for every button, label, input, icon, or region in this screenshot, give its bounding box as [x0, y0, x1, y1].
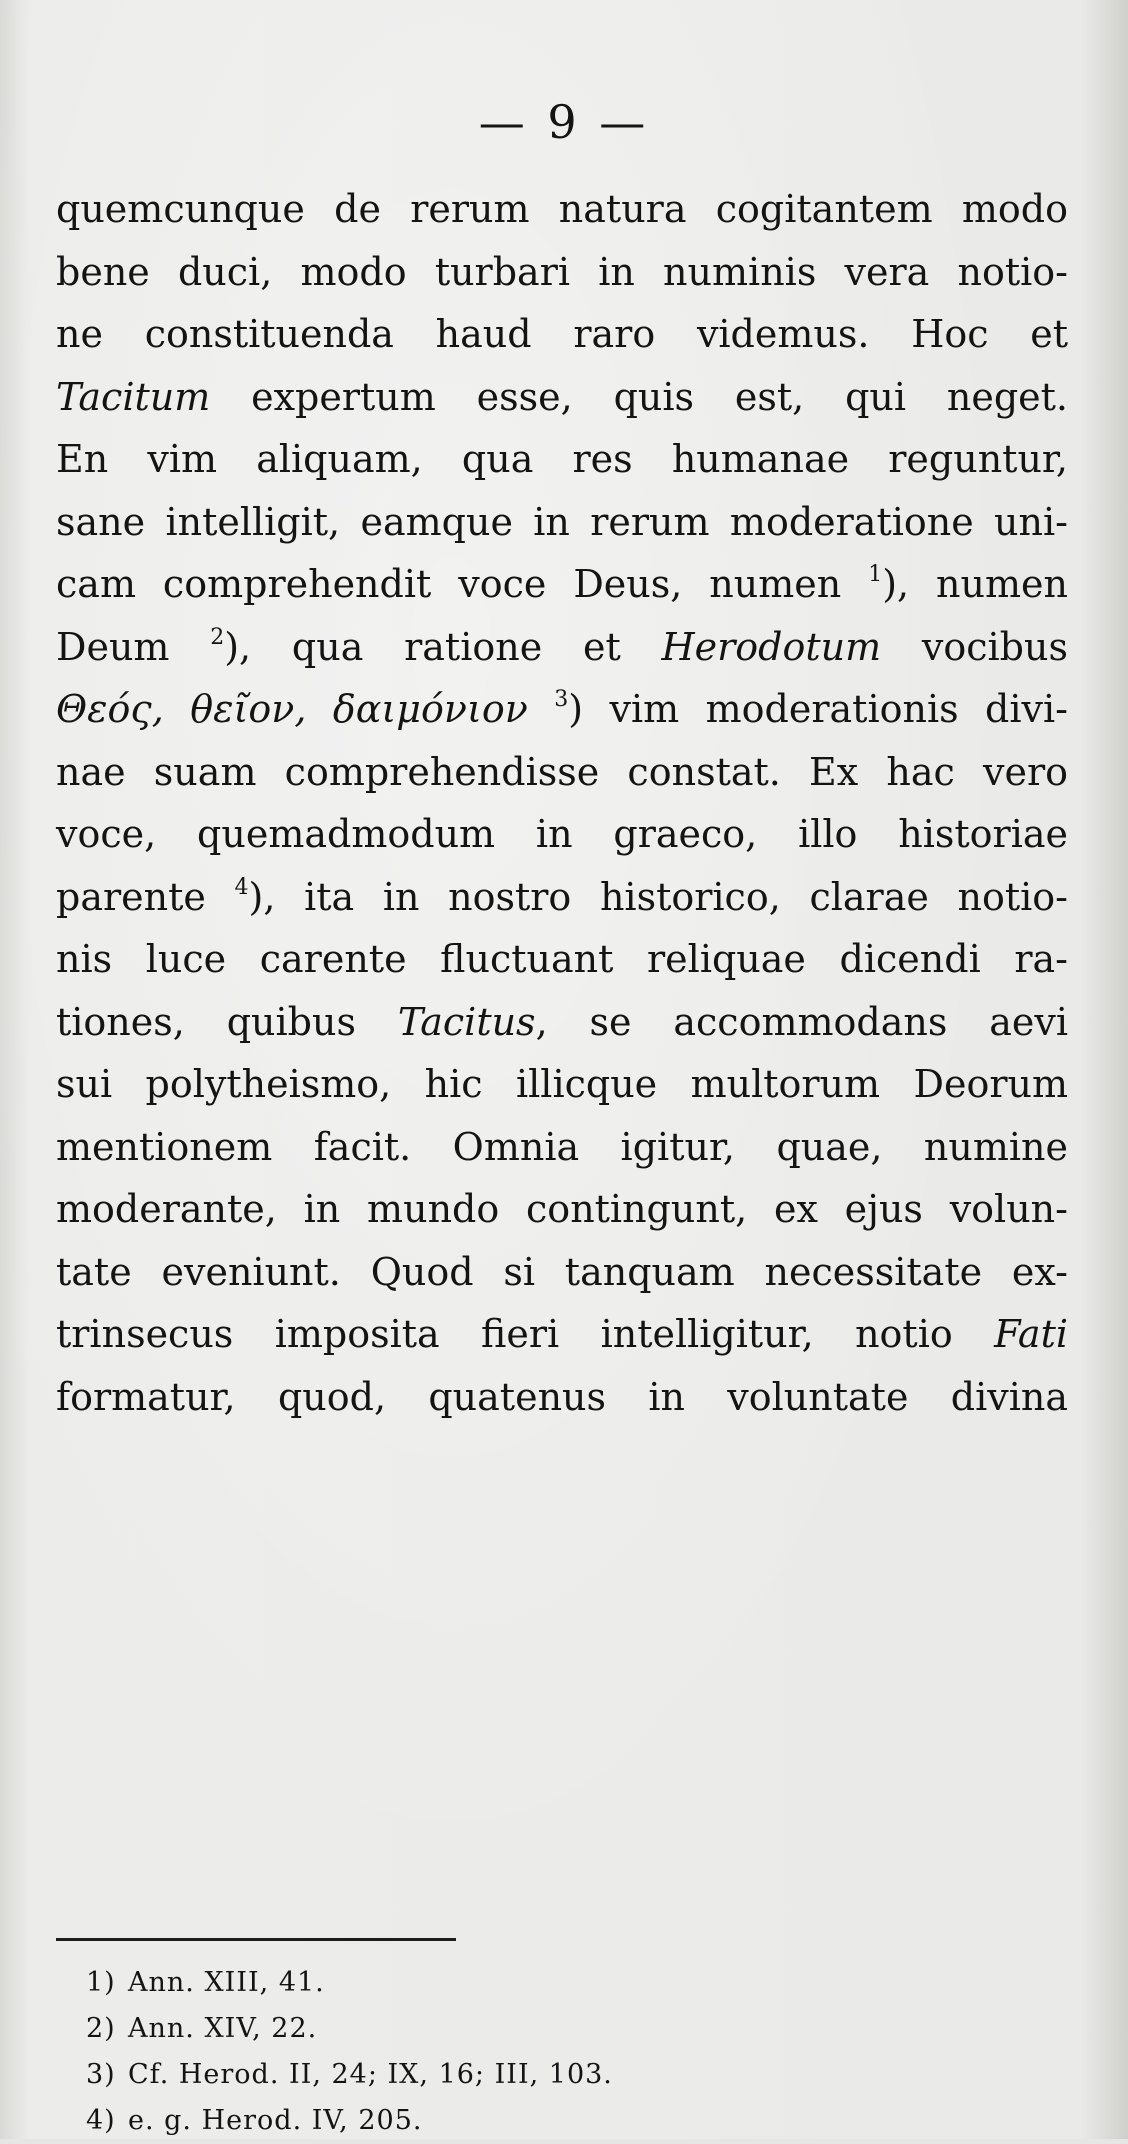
- italic-name: Tacitus: [397, 999, 536, 1044]
- text-line: formatur, quod, quatenus in voluntate divina: [56, 1374, 1068, 1419]
- footnote-number: 4): [86, 2105, 116, 2136]
- footnote-text: Ann. XIII, 41.: [128, 1967, 325, 1998]
- text-line: [56, 991, 1068, 1054]
- text-segment: tiones, quibus: [56, 999, 398, 1044]
- body-text: [56, 178, 1068, 1428]
- footnote-text: Cf. Herod. II, 24; IX, 16; III, 103.: [128, 2059, 613, 2090]
- text-line: [56, 866, 1068, 929]
- italic-name: Herodotum: [661, 624, 882, 669]
- text-segment: vocibus: [881, 624, 1068, 669]
- text-line: sui polytheismo, hic illicque multorum Deorum: [56, 1062, 1068, 1106]
- footnote-ref: 2: [210, 624, 225, 650]
- text-line: voce, quemadmodum in graeco, illo historiae: [56, 812, 1068, 856]
- text-line: mentionem facit. Omnia igitur, quae, numine: [56, 1124, 1068, 1169]
- text-line: [56, 1303, 1068, 1366]
- footnote-divider: [56, 1938, 456, 1941]
- text-segment: Deum: [56, 624, 211, 669]
- text-line: En vim aliquam, qua res humanae reguntur,: [56, 437, 1068, 481]
- text-segment: ), qua ratione et: [224, 624, 662, 669]
- text-line: nis luce carente fluctuant reliquae dicendi ra-: [56, 937, 1068, 981]
- italic-name: Fati: [994, 1312, 1068, 1356]
- text-segment: expertum esse, quis est, qui neget.: [210, 374, 1068, 419]
- page-number: — 9 —: [478, 95, 650, 149]
- footnote-ref: 4: [234, 874, 249, 900]
- footnote-number: 3): [86, 2059, 116, 2090]
- text-line: tate eveniunt. Quod si tanquam necessitate ex-: [56, 1249, 1068, 1294]
- footnote-ref: 3: [554, 687, 569, 712]
- footnote: [86, 2052, 986, 2098]
- text-line: [56, 553, 1068, 616]
- text-line: ne constituenda haud raro videmus. Hoc et: [56, 312, 1068, 356]
- text-line: [56, 678, 1068, 741]
- text-line: [56, 616, 1068, 679]
- text-segment: ), ita in nostro historico, clarae notio-: [248, 874, 1068, 919]
- footnote: [86, 2006, 986, 2052]
- footnote-number: 1): [86, 1967, 116, 1998]
- footnotes: [86, 1960, 986, 2144]
- text-line: moderante, in mundo contingunt, ex ejus volun-: [56, 1187, 1068, 1231]
- footnote: [86, 1960, 986, 2006]
- greek-words: Θεός, θεῖον, δαιμόνιον: [56, 687, 555, 731]
- footnote-number: 2): [86, 2013, 116, 2044]
- text-segment: trinsecus imposita fieri intelligitur, notio: [56, 1312, 995, 1356]
- text-line: nae suam comprehendisse constat. Ex hac vero: [56, 749, 1068, 794]
- text-line: bene duci, modo turbari in numinis vera notio-: [56, 249, 1068, 294]
- footnote: [86, 2098, 986, 2144]
- text-segment: ) vim moderationis divi-: [568, 687, 1068, 731]
- text-segment: parente: [56, 874, 235, 919]
- footnote-ref: 1: [868, 562, 883, 587]
- text-line: sane intelligit, eamque in rerum moderatione uni-: [56, 499, 1068, 544]
- text-line: [56, 366, 1068, 429]
- text-segment: , se accommodans aevi: [535, 999, 1068, 1044]
- text-segment: cam comprehendit voce Deus, numen: [56, 562, 869, 606]
- footnote-text: Ann. XIV, 22.: [128, 2013, 318, 2044]
- text-line: quemcunque de rerum natura cogitantem modo: [56, 187, 1068, 231]
- footnote-text: e. g. Herod. IV, 205.: [128, 2105, 423, 2136]
- text-segment: ), numen: [882, 562, 1068, 606]
- italic-name: Tacitum: [56, 374, 211, 419]
